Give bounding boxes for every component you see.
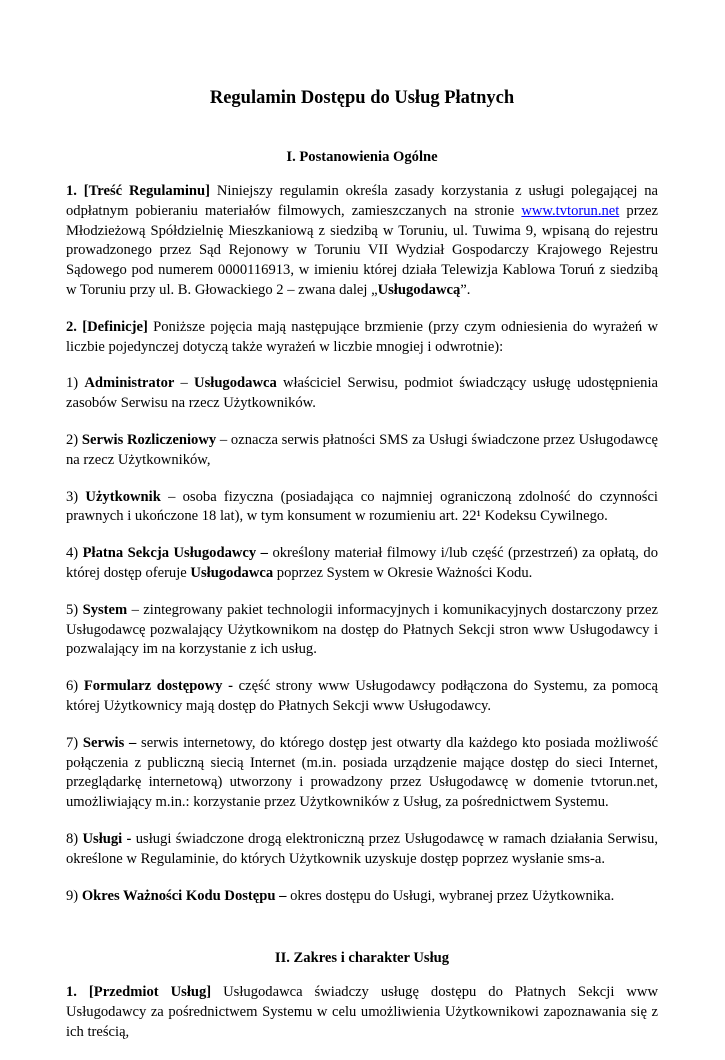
definition-text: okres dostępu do Usługi, wybranej przez Użytkownika.	[286, 887, 615, 904]
paragraph-label: 1. [Treść Regulaminu]	[66, 183, 211, 199]
definition-number: 4)	[66, 545, 83, 562]
definition-item	[66, 734, 658, 813]
definition-text: – oznacza serwis płatności SMS za Usługi świadczone przez Usługodawcę na rzecz Użytkowników,	[66, 431, 659, 468]
paragraph-label: 1. [Przedmiot Usług]	[66, 984, 212, 1001]
definition-number: 9)	[66, 887, 82, 904]
paragraph-text: Usługodawca świadczy usługę dostępu do Płatnych Sekcji www Usługodawcy za pośrednictwem Systemu w celu umożliwienia Użytkownikowi zapoznawania się z ich treścią,	[66, 984, 658, 1040]
definition-term: Płatna Sekcja Usługodawcy –	[82, 545, 268, 562]
website-link[interactable]: www.tvtorun.net	[521, 202, 620, 219]
document-page	[66, 86, 658, 1060]
definition-item	[66, 488, 658, 528]
definition-term: Administrator	[84, 375, 175, 392]
definition-term: Usługi -	[82, 830, 132, 847]
paragraph-bold-term: Usługodawcą	[377, 281, 461, 298]
paragraph-text: przez Młodzieżową Spółdzielnię Mieszkaniową z siedzibą w Toruniu, ul. Tuwima 9, wpisaną do rejestru prowadzonego przez Sąd Rejonowy w Toruniu VII Wydział Gospodarczy Krajowego Rejestru Sądowego pod numerem 0000116913, w imieniu której działa Telewizja Kablowa Toruń z siedzibą w Toruniu przy ul. B. Głowackiego 2 – zwana dalej „	[66, 202, 658, 298]
definition-number: 6)	[66, 678, 84, 695]
definition-term: Usługodawca	[190, 564, 274, 581]
definition-text: serwis internetowy, do którego dostęp jest otwarty dla każdego kto posiada możliwość połączenia z publiczną siecią Internet (m.in. posiada urządzenie mające dostęp do sieci Internet, przeglądarkę internetową) utworzony i prowadzony przez Usługodawcę w domenie tvtorun.net, umożliwiający m.in.: korzystanie przez Użytkowników z Usług, za pośrednictwem Systemu.	[66, 734, 658, 811]
definition-number: 1)	[66, 375, 85, 392]
paragraph-text: Niniejszy regulamin określa zasady korzystania z usługi polegającej na odpłatnym pobieraniu materiałów filmowych, zamieszczanych na stronie	[66, 183, 658, 219]
definition-term: Serwis –	[82, 734, 137, 751]
definition-text: określony materiał filmowy i/lub część (przestrzeń) za opłatą, do której dostęp oferuje	[66, 545, 659, 581]
paragraph-text: Poniższe pojęcia mają następujące brzmienie (przy czym odniesienia do wyrażeń w liczbie pojedynczej dotyczą także wyrażeń w liczbie mnogiej i odwrotnie):	[66, 318, 658, 355]
definition-item	[66, 601, 658, 660]
definition-term: System	[82, 601, 128, 618]
definition-item	[66, 887, 658, 907]
definition-term: Okres Ważności Kodu Dostępu –	[81, 887, 287, 904]
definition-text: – osoba fizyczna (posiadająca co najmniej ograniczoną zdolność do czynności prawnych i ukończone 18 lat), w tym konsument w rozumieniu art. 22¹ Kodeksu Cywilnego.	[66, 488, 658, 525]
section-heading-general: I. Postanowienia Ogólne	[286, 149, 438, 165]
definition-text: właściciel Serwisu, podmiot świadczący usługę udostępnienia zasobów Serwisu na rzecz Użytkowników.	[66, 375, 658, 412]
definition-term: Formularz dostępowy -	[83, 678, 233, 695]
section-heading-scope: II. Zakres i charakter Usług	[274, 950, 450, 967]
definition-term: Usługodawca	[194, 375, 277, 392]
document-title: Regulamin Dostępu do Usług Płatnych	[209, 88, 515, 108]
paragraph-label: 2. [Definicje]	[66, 318, 148, 335]
definition-text: usługi świadczone drogą elektroniczną przez Usługodawcę w ramach działania Serwisu, określone w Regulaminie, do których Użytkownik uzyskuje dostęp poprzez wysłanie sms-a.	[66, 830, 659, 867]
definition-number: 3)	[66, 488, 86, 505]
definition-item	[66, 677, 658, 717]
definition-text: –	[174, 375, 195, 392]
definition-item	[66, 544, 658, 584]
definition-text: – zintegrowany pakiet technologii informacyjnych i komunikacyjnych dostarczony przez Usługodawcę pozwalający Użytkownikom na dostęp do Płatnych Sekcji stron www Usługodawcy i pozwalający im na korzystanie z ich usług.	[66, 601, 658, 658]
definition-number: 2)	[66, 431, 82, 448]
paragraph-text: ”.	[460, 281, 471, 298]
definition-text: poprzez System w Okresie Ważności Kodu.	[273, 564, 533, 581]
definition-text: część strony www Usługodawcy podłączona do Systemu, za pomocą której Użytkownicy mają dostęp do Płatnych Sekcji www Usługodawcy.	[66, 678, 658, 714]
paragraph-definitions-intro	[66, 318, 658, 358]
definition-number: 8)	[66, 830, 83, 847]
definition-item	[66, 374, 658, 414]
definition-item	[66, 431, 658, 471]
definition-number: 7)	[66, 734, 83, 751]
definition-number: 5)	[66, 601, 83, 618]
definition-term: Użytkownik	[85, 488, 161, 505]
paragraph-service-subject	[66, 983, 658, 1042]
paragraph-regulation-content	[66, 182, 658, 301]
definition-item	[66, 830, 658, 870]
definition-term: Serwis Rozliczeniowy	[81, 431, 217, 448]
